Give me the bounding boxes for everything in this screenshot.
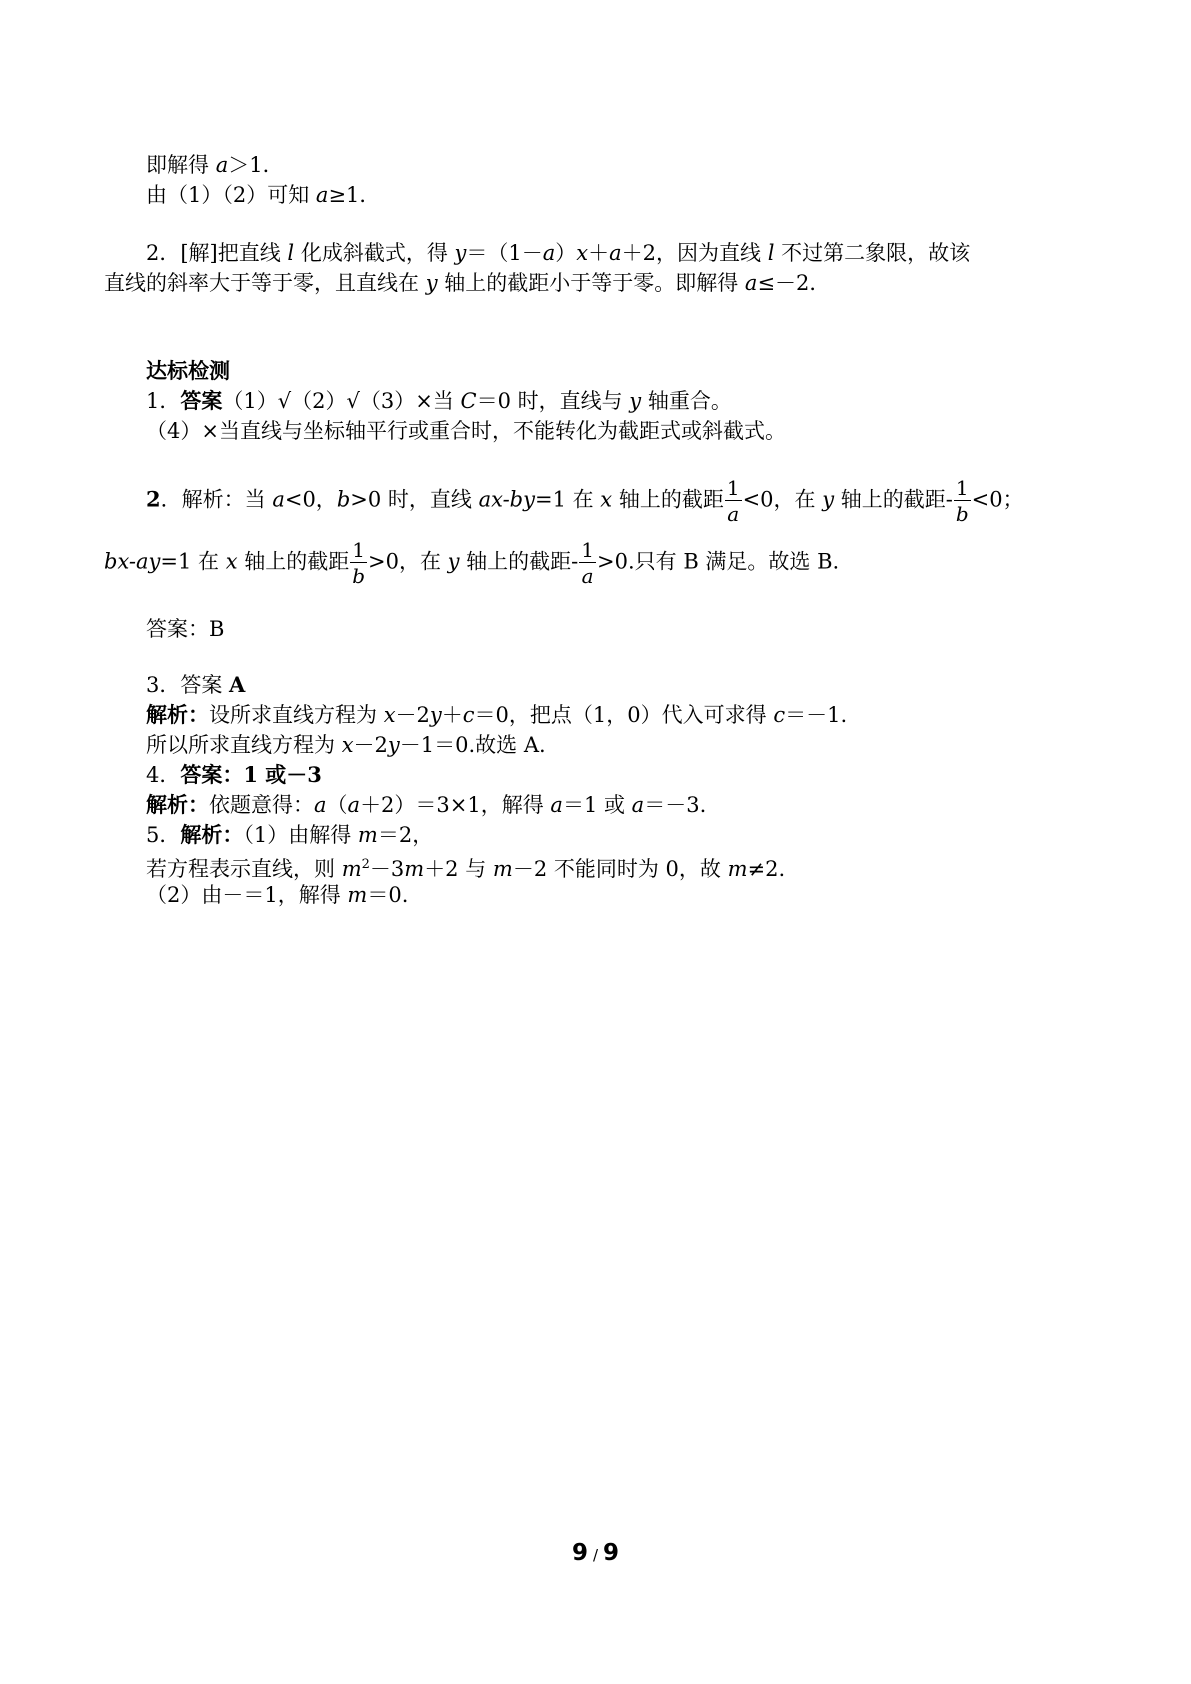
fraction-1-over-b: $\frac{1}{b}$ xyxy=(955,476,969,526)
page-number: 9 / 9 xyxy=(571,1540,620,1566)
question-2-line-1: 2．解析：当 a<0，b>0 时，直线 ax-by=1 在 x 轴上的截距 $\frac{1}{a}$ <0，在 y 轴上的截距- $\frac{1}{b}$ <0； xyxy=(146,476,1024,526)
paragraph-problem-2-line-1: 2．[解]把直线 l 化成斜截式，得 y＝（1－a）x＋a＋2，因为直线 l 不过第二象限，故该 xyxy=(146,241,971,265)
fraction-1-over-a: $\frac{1}{a}$ xyxy=(726,476,740,526)
fraction-1-over-b: $\frac{1}{b}$ xyxy=(352,538,366,588)
question-2-answer: 答案：B xyxy=(146,617,225,641)
paragraph-solve-a-gt-1: 即解得 a＞1． xyxy=(146,153,284,177)
question-2-line-2: bx-ay=1 在 x 轴上的截距 $\frac{1}{b}$ >0，在 y 轴上的截距- $\frac{1}{a}$ >0.只有 B 满足。故选 B. xyxy=(104,538,840,588)
question-3-answer: 3．答案 A xyxy=(146,672,246,697)
question-4-analysis: 解析：依题意得：a（a＋2）＝3×1，解得 a＝1 或 a＝－3. xyxy=(146,792,707,817)
question-5-condition: 若方程表示直线，则 $m^2-3m+2$ 与 m－2 不能同时为 0，故 m≠2. xyxy=(146,857,786,881)
question-3-analysis: 解析：设所求直线方程为 x－2y＋c＝0，把点（1，0）代入可求得 c＝－1. xyxy=(146,702,848,727)
section-title: 达标检测 xyxy=(146,358,230,383)
question-4-answer: 4．答案：1 或－3 xyxy=(146,762,322,787)
question-1-answer: 1．答案（1）√（2）√（3）×当 C＝0 时，直线与 y 轴重合。 xyxy=(146,388,732,413)
question-5-part-1: 5．解析：（1）由解得 m＝2， xyxy=(146,822,434,847)
paragraph-conclusion-a-ge-1: 由（1）（2）可知 a≥1． xyxy=(146,183,381,207)
question-1-note: （4）×当直线与坐标轴平行或重合时，不能转化为截距式或斜截式。 xyxy=(146,419,786,443)
paragraph-problem-2-line-2: 直线的斜率大于等于零，且直线在 y 轴上的截距小于等于零。即解得 a≤－2． xyxy=(104,271,831,295)
question-5-part-2: （2）由－＝1，解得 m＝0. xyxy=(146,883,409,907)
question-3-conclusion: 所以所求直线方程为 x－2y－1＝0.故选 A. xyxy=(146,733,546,757)
fraction-1-over-a: $\frac{1}{a}$ xyxy=(581,538,595,588)
